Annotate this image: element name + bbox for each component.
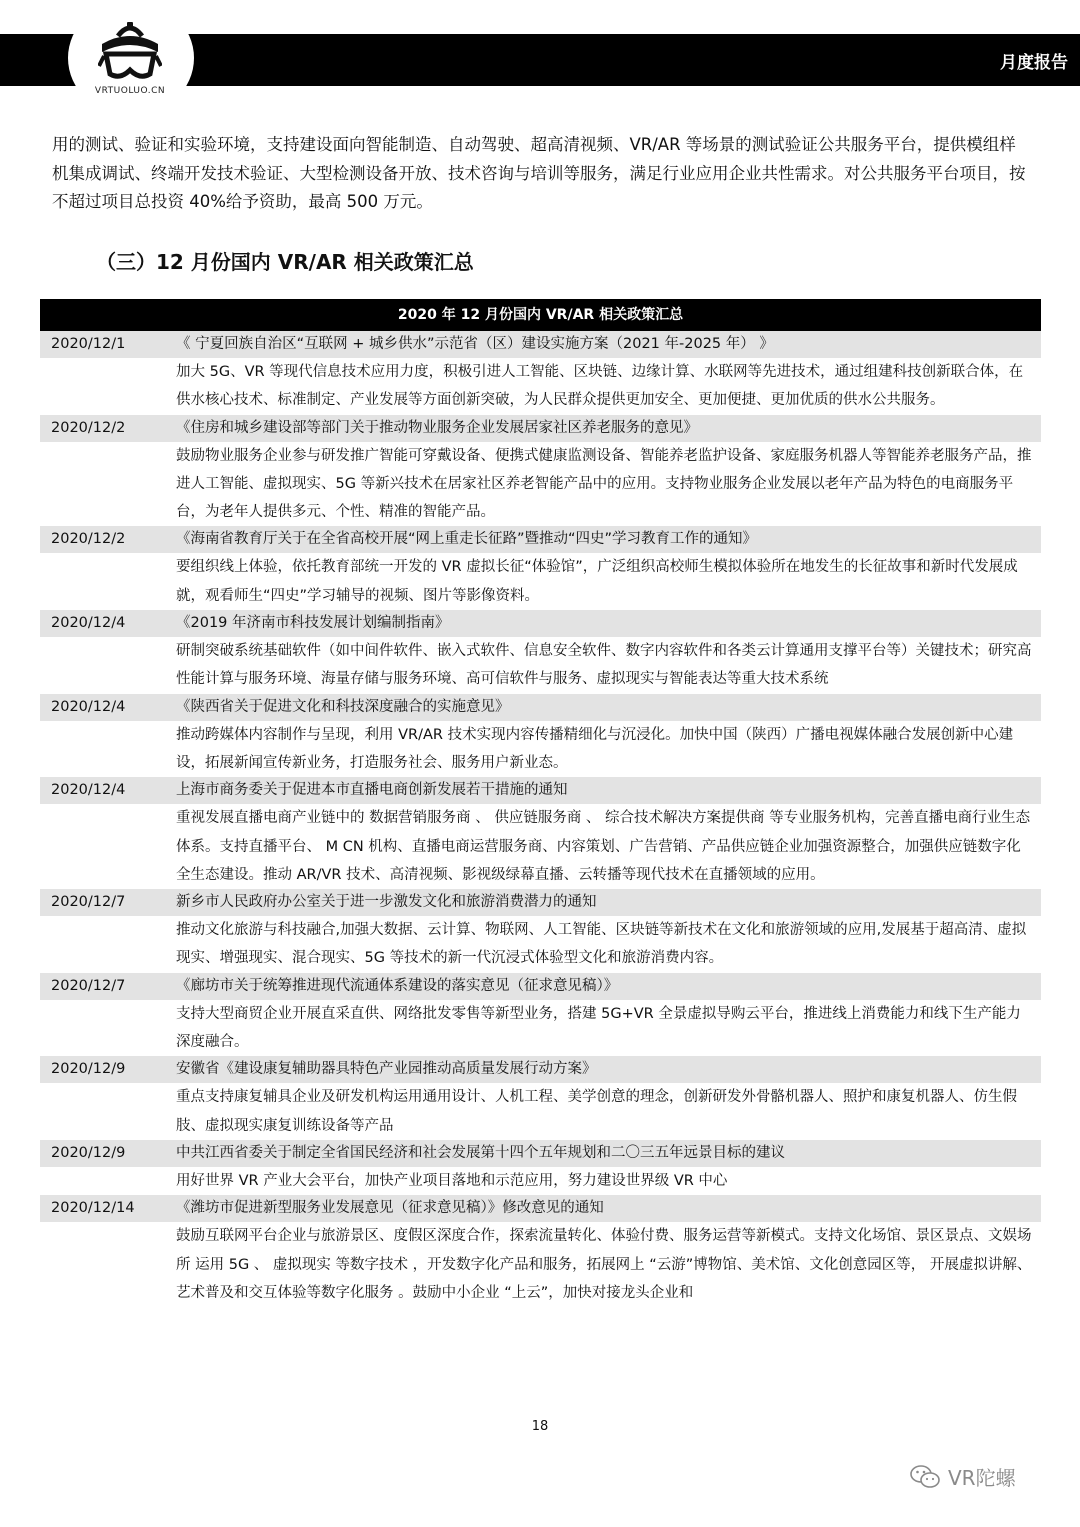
entry-date: 2020/12/1 <box>51 336 126 352</box>
table-entry <box>40 694 1041 778</box>
watermark <box>910 1462 1016 1491</box>
entry-title: 上海市商务委关于促进本市直播电商创新发展若干措施的通知 <box>176 782 568 799</box>
entry-description: 推动文化旅游与科技融合,加强大数据、云计算、物联网、人工智能、区块链等新技术在文化和旅游领域的应用,发展基于超高清、虚拟现实、增强现实、混合现实、5G 等技术的新一代沉浸式体验型文化和旅游消费内容。 <box>176 922 1027 967</box>
entry-header-row <box>40 973 1041 1000</box>
table-entry <box>40 1140 1041 1195</box>
policy-table <box>40 299 1041 1307</box>
entry-description: 鼓励互联网平台企业与旅游景区、度假区深度合作，探索流量转化、体验付费、服务运营等新模式。支持文化场馆、景区景点、文娱场所 运用 5G 、 虚拟现实 等数字技术 ，开发数字化产品和服务，拓展网上 “云游”博物馆、美术馆、文化创意园区等， 开展虚拟讲解、艺术普及和交互体验等数字化服务 。鼓励中小企业 “上云”，加快对接龙头企业和 <box>176 1228 1032 1301</box>
table-entry <box>40 331 1041 415</box>
entry-date: 2020/12/7 <box>51 894 126 911</box>
entry-date: 2020/12/2 <box>51 419 126 436</box>
entry-date: 2020/12/2 <box>51 531 126 548</box>
entry-header-row <box>40 777 1041 804</box>
entry-header-row <box>40 415 1041 442</box>
entry-description: 要组织线上体验，依托教育部统一开发的 VR 虚拟长征“体验馆”，广泛组织高校师生模拟体验所在地发生的长征故事和新时代发展成就，观看师生“四史”学习辅导的视频、图片等影像资料。 <box>176 559 1018 604</box>
table-entry <box>40 889 1041 973</box>
entry-date: 2020/12/7 <box>51 977 126 994</box>
entry-header-row <box>40 889 1041 916</box>
entry-date: 2020/12/9 <box>51 1144 126 1161</box>
entry-title: 新乡市人民政府办公室关于进一步激发文化和旅游消费潜力的通知 <box>176 894 597 911</box>
vr-goggles-logo-icon <box>98 18 162 84</box>
entry-description: 重视发展直播电商产业链中的 数据营销服务商 、 供应链服务商 、 综合技术解决方案提供商 等专业服务机构，完善直播电商行业生态体系。支持直播平台、 M CN 机构、直播电商运营服务商、内容策划、广告营销、产品供应链企业加强资源整合，加强供应链数字化全生态建设。推动 AR/VR 技术、高清视频、影视级绿幕直播、云转播等现代技术在直播领域的应用。 <box>176 810 1031 883</box>
entry-header-row <box>40 526 1041 553</box>
table-entry <box>40 777 1041 889</box>
table-entry <box>40 1056 1041 1140</box>
entry-header-row <box>40 331 1041 358</box>
entry-description: 推动跨媒体内容制作与呈现，利用 VR/AR 技术实现内容传播精细化与沉浸化。加快中国（陕西）广播电视媒体融合发展创新中心建设，拓展新闻宣传新业务，打造服务社会、服务用户新业态。 <box>176 726 1014 771</box>
entry-title: 《潍坊市促进新型服务业发展意见（征求意见稿）》修改意见的通知 <box>176 1200 604 1217</box>
entry-title: 《海南省教育厅关于在全省高校开展“网上重走长征路”暨推动“四史”学习教育工作的通知》 <box>176 531 758 548</box>
intro-text: 用的测试、验证和实验环境，支持建设面向智能制造、自动驾驶、超高清视频、VR/AR 等场景的测试验证公共服务平台，提供模组样机集成调试、终端开发技术验证、大型检测设备开放、技术咨询与培训等服务，满足行业应用企业共性需求。对公共服务平台项目，按不超过项目总投资 40%给予资助，最高 500 万元。 <box>52 135 1026 211</box>
entry-title: 《2019 年济南市科技发展计划编制指南》 <box>176 615 450 632</box>
entry-header-row <box>40 1140 1041 1167</box>
intro-paragraph <box>52 131 1032 217</box>
entry-header-row <box>40 1056 1041 1083</box>
section-title: （三）12 月份国内 VR/AR 相关政策汇总 <box>96 250 474 274</box>
table-entry <box>40 415 1041 527</box>
entry-date: 2020/12/14 <box>51 1200 135 1217</box>
entry-date: 2020/12/9 <box>51 1061 126 1078</box>
report-label: 月度报告 <box>1000 53 1068 73</box>
entry-description: 加大 5G、VR 等现代信息技术应用力度，积极引进人工智能、区块链、边缘计算、水联网等先进技术，通过组建科技创新联合体，在供水核心技术、标准制定、产业发展等方面创新突破，为人民群众提供更加安全、更加便捷、更加优质的供水公共服务。 <box>176 364 1024 409</box>
entry-title: 《 宁夏回族自治区“互联网 + 城乡供水”示范省（区）建设实施方案（2021 年-2025 年） 》 <box>176 336 774 352</box>
entry-title: 《住房和城乡建设部等部门关于推动物业服务企业发展居家社区养老服务的意见》 <box>176 419 698 436</box>
table-entry <box>40 973 1041 1057</box>
entry-date: 2020/12/4 <box>51 782 126 799</box>
watermark-text: VR陀螺 <box>948 1466 1016 1490</box>
entry-header-row <box>40 694 1041 721</box>
entry-title: 中共江西省委关于制定全省国民经济和社会发展第十四个五年规划和二〇三五年远景目标的建议 <box>176 1144 785 1161</box>
entry-header-row <box>40 1195 1041 1222</box>
entry-description: 用好世界 VR 产业大会平台，加快产业项目落地和示范应用，努力建设世界级 VR 中心 <box>176 1172 728 1189</box>
entry-description: 重点支持康复辅具企业及研发机构运用通用设计、人机工程、美学创意的理念，创新研发外骨骼机器人、照护和康复机器人、仿生假肢、虚拟现实康复训练设备等产品 <box>176 1089 1017 1134</box>
entry-header-row <box>40 610 1041 637</box>
table-header: 2020 年 12 月份国内 VR/AR 相关政策汇总 <box>40 299 1041 331</box>
table-entry <box>40 1195 1041 1307</box>
entry-title: 《陕西省关于促进文化和科技深度融合的实施意见》 <box>176 698 510 715</box>
entry-title: 安徽省《建设康复辅助器具特色产业园推动高质量发展行动方案》 <box>176 1061 597 1078</box>
entry-description: 支持大型商贸企业开展直采直供、网络批发零售等新型业务，搭建 5G+VR 全景虚拟导购云平台，推进线上消费能力和线下生产能力深度融合。 <box>176 1005 1021 1051</box>
page-number: 18 <box>531 1419 549 1434</box>
entry-title: 《廊坊市关于统筹推进现代流通体系建设的落实意见（征求意见稿）》 <box>176 977 619 994</box>
table-entry <box>40 610 1041 694</box>
entry-description: 研制突破系统基础软件（如中间件软件、嵌入式软件、信息安全软件、数字内容软件和各类云计算通用支撑平台等）关键技术；研究高性能计算与服务环境、海量存储与服务环境、高可信软件与服务、虚拟现实与智能表达等重大技术系统 <box>176 643 1032 688</box>
entry-date: 2020/12/4 <box>51 615 126 632</box>
entry-description: 鼓励物业服务企业参与研发推广智能可穿戴设备、便携式健康监测设备、智能养老监护设备、家庭服务机器人等智能养老服务产品，推进人工智能、虚拟现实、5G 等新兴技术在居家社区养老智能产品中的应用。支持物业服务企业发展以老年产品为特色的电商服务平台，为老年人提供多元、个性、精准的智能产品。 <box>176 447 1032 521</box>
wechat-icon <box>910 1464 940 1490</box>
entry-date: 2020/12/4 <box>51 698 126 715</box>
logo-text: VRTUOLUO.CN <box>94 86 166 96</box>
table-entry <box>40 526 1041 610</box>
